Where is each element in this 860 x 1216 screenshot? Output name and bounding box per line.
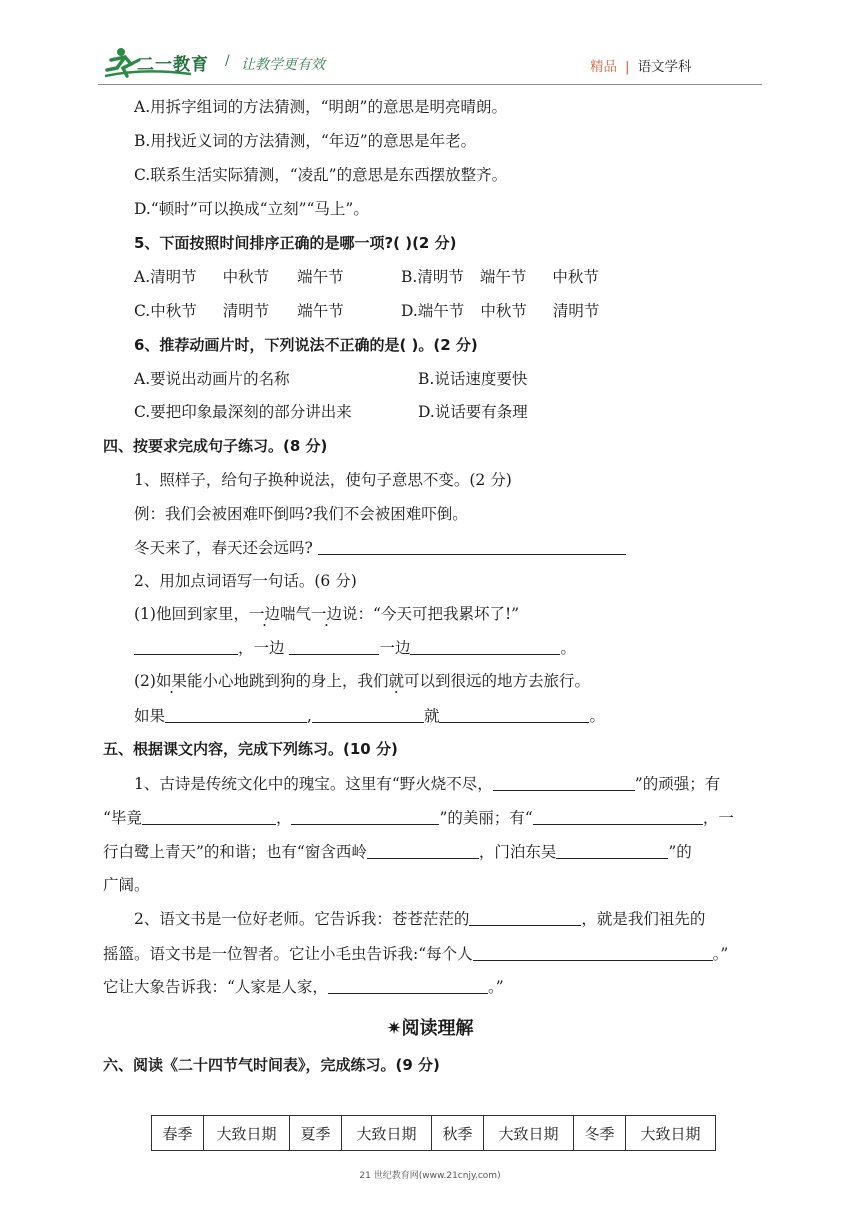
answer-blank[interactable] (533, 807, 703, 825)
p1-text-a: (1)他回到家里， (134, 605, 249, 623)
part5-title: 五、根据课文内容，完成下列练习。(10 分) (103, 740, 398, 758)
q5-a-1: A.清明节 (134, 268, 197, 286)
header-rule (98, 84, 762, 85)
answer-blank[interactable] (289, 637, 379, 655)
page-footer: 21 世纪教育网(www.21cnjy.com) (359, 1171, 501, 1181)
fill2-text-c: 就 (423, 707, 440, 725)
q5-b-1: B.清明节 (401, 268, 464, 286)
table-header-cell: 冬季 (574, 1116, 626, 1151)
p5-l3-text-b: ，门泊东吴 (478, 843, 557, 861)
fill1-text-a: ，一边 (238, 639, 285, 657)
answer-blank[interactable] (312, 705, 424, 723)
part4-p1 (134, 603, 519, 625)
fill1-text-b: 一边 (379, 639, 411, 657)
solar-terms-table (151, 1115, 716, 1151)
q4-option-c: C.联系生活实际猜测，“凌乱”的意思是东西摆放整齐。 (134, 166, 508, 184)
q5-option-d (401, 300, 599, 322)
p5-l3-text-c: ”的 (668, 843, 692, 861)
answer-blank[interactable] (328, 976, 488, 994)
q5-c-3: 端午节 (297, 302, 344, 320)
p5-l1-text-a: 1、古诗是传统文化中的瑰宝。这里有“野火烧不尽， (134, 775, 493, 793)
q5-b-2: 端午节 (479, 268, 527, 286)
p5-l3-text-a: 行白鹭上青天”的和谐；也有“窗含西岭 (103, 843, 367, 861)
slogan-divider: / (225, 53, 230, 69)
answer-blank[interactable] (291, 807, 439, 825)
answer-blank[interactable] (367, 841, 479, 859)
q5-b-3: 中秋节 (552, 268, 599, 286)
p1-text-b: 喘气 (279, 605, 311, 623)
part4-task (134, 537, 626, 559)
part5-line6 (103, 943, 728, 965)
q4-option-a: A.用拆字组词的方法猜测，“明朗”的意思是明亮晴朗。 (134, 98, 507, 116)
part4-p2 (134, 670, 590, 692)
table-header-cell: 大致日期 (626, 1116, 716, 1151)
table-header-row (152, 1116, 716, 1151)
p1-dotted-word-2: 一边 (311, 605, 343, 623)
p2-dotted-word-2: 就 (388, 672, 405, 690)
answer-blank[interactable] (318, 537, 626, 555)
answer-blank[interactable] (469, 908, 581, 926)
page-header (0, 0, 860, 92)
answer-blank[interactable] (134, 637, 238, 655)
p5-l2-text-d: ，一 (702, 809, 734, 827)
p5-l6-text-a: 摇篮。语文书是一位智者。它让小毛虫告诉我:“每个人 (103, 945, 473, 963)
answer-blank[interactable] (165, 705, 307, 723)
q6-option-a: A.要说出动画片的名称 (134, 370, 290, 388)
fill2-text-a: 如果 (134, 707, 166, 725)
table-header-cell: 夏季 (290, 1116, 342, 1151)
q5-option-a (134, 266, 344, 288)
header-badges (590, 55, 692, 75)
part4-s1: 1、照样子，给句子换种说法，使句子意思不变。(2 分) (134, 471, 512, 489)
answer-blank[interactable] (410, 637, 560, 655)
answer-blank[interactable] (493, 773, 635, 791)
q5-d-3: 清明节 (552, 302, 600, 320)
part5-line4: 广阔。 (103, 876, 150, 894)
q5-d-2: 中秋节 (480, 302, 527, 320)
part4-task-text: 冬天来了，春天还会远吗? (134, 539, 313, 557)
p5-l5-text-b: ，就是我们祖先的 (581, 910, 706, 928)
part4-s2: 2、用加点词语写一句话。(6 分) (134, 572, 357, 590)
slogan: 让教学更有效 (241, 57, 325, 73)
p2-dotted-word-1: 如果 (155, 672, 187, 690)
logo-text: 二一教育 (137, 55, 209, 75)
q6-option-d: D.说话要有条理 (418, 403, 528, 421)
subject-label: 语文学科 (637, 59, 692, 75)
part5-line5 (134, 908, 705, 930)
q4-option-b: B.用找近义词的方法猜测，“年迈”的意思是年老。 (134, 132, 477, 150)
quality-badge: 精品 (590, 59, 617, 75)
table-header-cell: 大致日期 (204, 1116, 290, 1151)
part5-line3 (103, 841, 692, 863)
q5-c-2: 清明节 (222, 302, 270, 320)
part4-title: 四、按要求完成句子练习。(8 分) (103, 437, 328, 455)
q6-stem: 6、推荐动画片时，下列说法不正确的是( )。(2 分) (134, 336, 478, 354)
reading-section-title: ✷阅读理解 (386, 1018, 474, 1039)
part5-line2 (103, 807, 734, 829)
p5-l5-text-a: 2、语文书是一位好老师。它告诉我：苍苍茫茫的 (134, 910, 470, 928)
p5-l2-text-c: ”的美丽；有“ (439, 809, 533, 827)
p2-text-b: 能小心地跳到狗的身上，我们 (186, 672, 389, 690)
badge-divider: | (625, 59, 630, 75)
q6-option-c: C.要把印象最深刻的部分讲出来 (134, 403, 352, 421)
answer-blank[interactable] (556, 841, 668, 859)
part5-line7 (103, 976, 504, 998)
q5-a-2: 中秋节 (222, 268, 270, 286)
q5-option-c (134, 300, 344, 322)
table-header-cell: 大致日期 (342, 1116, 432, 1151)
p2-text-a: (2) (134, 672, 156, 690)
part5-line1 (134, 773, 720, 795)
part4-example: 例：我们会被困难吓倒吗?我们不会被困难吓倒。 (134, 505, 468, 523)
fill2-text-d: 。 (589, 707, 605, 725)
part6-title: 六、阅读《二十四节气时间表》，完成练习。(9 分) (103, 1056, 440, 1074)
q5-c-1: C.中秋节 (134, 302, 197, 320)
q5-a-3: 端午节 (297, 268, 344, 286)
p5-l2-text-b: ， (275, 809, 292, 827)
fill2-text-b: , (307, 707, 312, 725)
part4-fill1 (134, 637, 576, 659)
p5-l1-text-b: ”的顽强；有 (634, 775, 721, 793)
q5-stem: 5、下面按照时间排序正确的是哪一项?( )(2 分) (134, 234, 457, 252)
q4-option-d: D.“顿时”可以换成“立刻”“马上”。 (134, 200, 369, 218)
p5-l7-text-b: 。” (487, 978, 504, 996)
answer-blank[interactable] (142, 807, 276, 825)
q5-d-1: D.端午节 (401, 302, 465, 320)
table-header-cell: 秋季 (432, 1116, 484, 1151)
p5-l6-text-b: 。” (712, 945, 729, 963)
q5-option-b (401, 266, 599, 288)
p5-l2-text-a: “毕竟 (103, 809, 142, 827)
p1-dotted-word-1: 一边 (248, 605, 280, 623)
fill1-text-c: 。 (560, 639, 576, 657)
answer-blank[interactable] (473, 943, 713, 961)
p1-text-c: 说：“今天可把我累坏了!” (342, 605, 520, 623)
part4-fill2 (134, 705, 605, 727)
p5-l7-text-a: 它让大象告诉我：“人家是人家， (103, 978, 328, 996)
table-header-cell: 春季 (152, 1116, 204, 1151)
q6-option-b: B.说话速度要快 (418, 370, 528, 388)
answer-blank[interactable] (439, 705, 589, 723)
p2-text-c: 可以到很远的地方去旅行。 (404, 672, 591, 690)
table-header-cell: 大致日期 (484, 1116, 574, 1151)
